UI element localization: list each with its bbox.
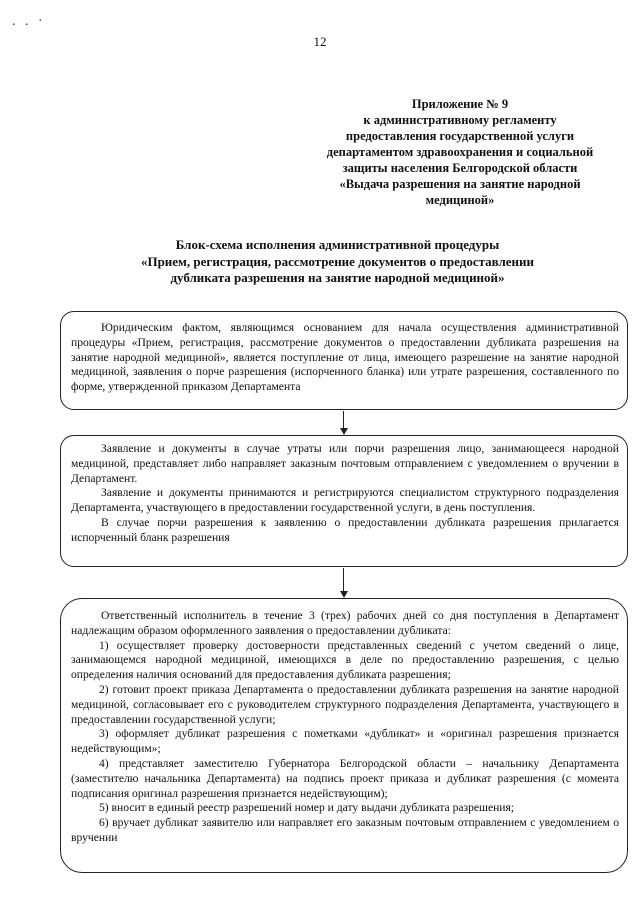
- scheme-title-line: Блок-схема исполнения административной процедуры: [175, 237, 500, 252]
- appendix-header: [290, 96, 630, 208]
- flow-box-item: 4) представляет заместителю Губернатора Белгородской области – начальнику Департамента (заместителю начальника Департамента) на подпись проект приказа и дубликат разрешения (с момента подписания оригинал разрешения признается недействующим);: [71, 756, 619, 800]
- flow-box-paragraph: Заявление и документы принимаются и регистрируются специалистом структурного подразделения Департамента, участвующего в предоставлении государственной услуги, в день поступления.: [71, 486, 619, 515]
- flow-box-item: 2) готовит проект приказа Департамента о предоставлении дубликата разрешения на занятие народной медициной, согласовывает его с руководителем структурного подразделения Департамента, участвующего в предоставлении государственной услуги;: [71, 682, 619, 726]
- appendix-line: к административному регламенту: [363, 113, 557, 127]
- page-number: 12: [313, 34, 327, 49]
- appendix-line: департаментом здравоохранения и социальной: [326, 145, 594, 159]
- flow-box-intro: Ответственный исполнитель в течение 3 (трех) рабочих дней со дня поступления в Департамент надлежащим образом оформленного заявления о предоставлении дубликата:: [71, 609, 619, 637]
- flow-box-paragraph: Заявление и документы в случае утраты или порчи разрешения лицо, занимающееся народной медициной, представляет либо направляет заказным почтовым отправлением с уведомлением о вручении в Департамент.: [71, 442, 619, 485]
- scheme-title: [60, 237, 615, 287]
- flow-box-legal-basis: [60, 311, 628, 410]
- appendix-line: предоставления государственной услуги: [345, 129, 575, 143]
- flow-box-text: Юридическим фактом, являющимся основанием для начала осуществления административной процедуры «Прием, регистрация, рассмотрение документов о предоставлении дубликата разрешения на занятие народной медициной», является поступление от лица, имеющего разрешение на занятие народной медициной, заявления о порче разрешения (испорченного бланка) или утрате разрешения, составленного по форме, утвержденной приказом Департамента: [71, 321, 619, 394]
- flow-box-application: [60, 435, 628, 567]
- flow-arrow-2: [340, 568, 348, 598]
- flow-box-item: 5) вносит в единый реестр разрешений номер и дату выдачи дубликата разрешения;: [99, 801, 515, 815]
- appendix-line: «Выдача разрешения на занятие народной: [339, 177, 581, 191]
- flow-box-item: 1) осуществляет проверку достоверности представленных сведений с учетом сведений о лице, занимающемся народной медициной, имеющихся в деле по предоставлению разрешения, с целью определения наличия оснований для предоставления дубликата разрешения;: [71, 638, 619, 682]
- flow-box-item: 6) вручает дубликат заявителю или направляет его заказным почтовым отправлением с уведомлением о вручении: [71, 816, 619, 844]
- flow-box-paragraph: В случае порчи разрешения к заявлению о предоставлении дубликата разрешения прилагается испорченный бланк разрешения: [71, 515, 619, 544]
- scheme-title-line: дубликата разрешения на занятие народной медициной»: [170, 270, 505, 285]
- appendix-line: защиты населения Белгородской области: [342, 161, 578, 175]
- flow-arrow-1: [340, 411, 348, 435]
- appendix-line: Приложение № 9: [411, 97, 509, 111]
- scheme-title-line: «Прием, регистрация, рассмотрение документов о предоставлении: [140, 253, 535, 269]
- flow-box-processing: [60, 598, 628, 873]
- appendix-line: медициной»: [425, 193, 495, 207]
- corner-marks: . . ·: [12, 14, 46, 29]
- flow-box-item: 3) оформляет дубликат разрешения с пометками «дубликат» и «оригинал разрешения признается недействующим»;: [71, 727, 619, 756]
